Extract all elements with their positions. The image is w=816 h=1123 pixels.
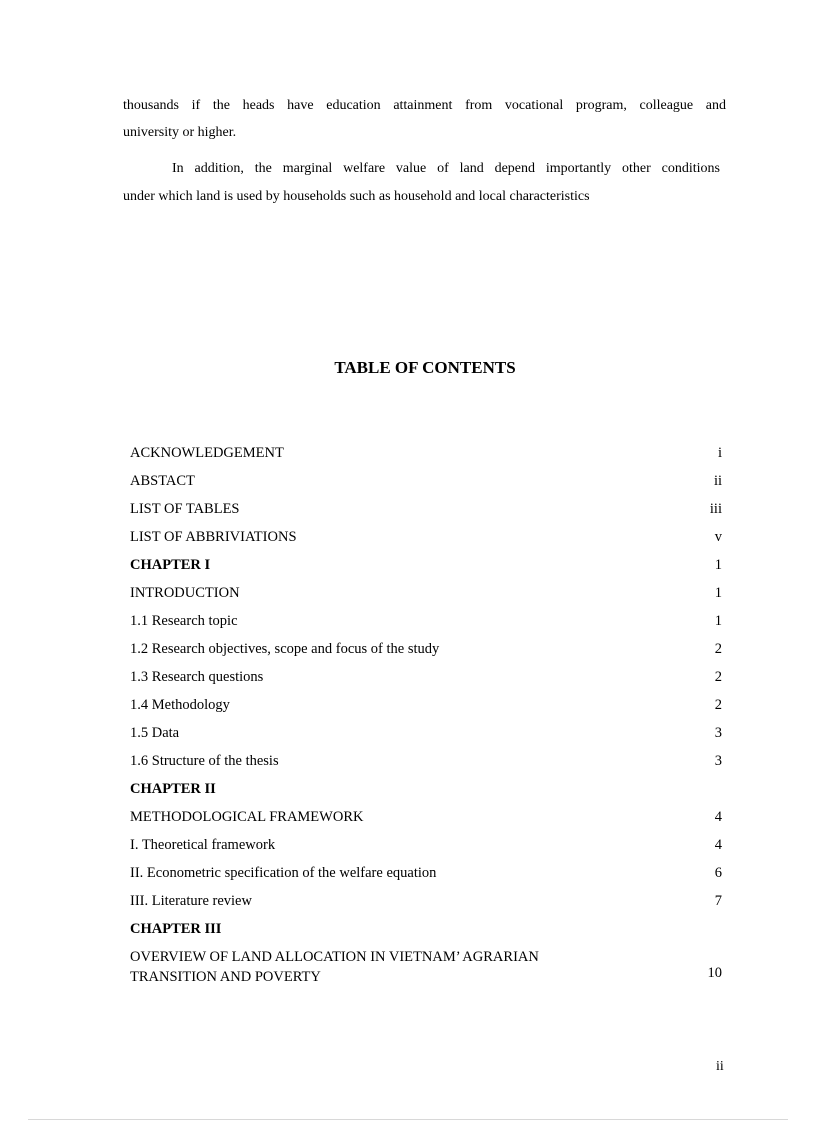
toc-entry-page: 4 [714,837,722,853]
toc-entry-page: 6 [714,865,722,881]
toc-entry-page: 1 [714,557,722,573]
toc-entry-label: CHAPTER III [130,921,222,937]
toc-entry [130,863,722,891]
toc-entry [130,807,722,835]
body-paragraph-2-line-2: under which land is used by households such as household and local characteristics [123,189,590,204]
toc-entry [130,695,722,723]
toc-entry-label: 1.5 Data [130,725,180,741]
toc-entry-label: 1.1 Research topic [130,613,238,629]
toc-entry [130,583,722,611]
toc-entry-label: CHAPTER II [130,781,216,797]
toc-entry-label: ACKNOWLEDGEMENT [130,445,284,461]
body-paragraph-1-line-2: university or higher. [123,125,237,140]
toc-entry [130,891,722,919]
body-paragraph-2-line-1: In addition, the marginal welfare value of land depend importantly other conditions [172,161,720,176]
toc-entry-label: III. Literature review [130,893,252,909]
toc-entry-label: ABSTACT [130,473,195,489]
toc-chapter-heading [130,555,722,583]
toc-entry [130,639,722,667]
toc-entry-label: II. Econometric specification of the welfare equation [130,865,437,881]
body-paragraph-1-line-1: thousands if the heads have education attainment from vocational program, colleague and [123,98,726,113]
toc-entry-page: 3 [714,725,722,741]
toc-entry-label: 1.3 Research questions [130,669,264,685]
toc-entry-page: 2 [714,669,722,685]
toc-chapter-heading [130,779,722,807]
toc-entry-page: 7 [714,893,722,909]
toc-entry-label: LIST OF TABLES [130,501,240,517]
toc-entry-label: 1.6 Structure of the thesis [130,753,279,769]
toc-entry [130,947,722,987]
toc-entry-page: 1 [714,613,722,629]
toc-entry-page: 2 [714,697,722,713]
toc-entry-label: 1.2 Research objectives, scope and focus of the study [130,641,440,657]
toc-heading: TABLE OF CONTENTS [334,358,516,377]
toc-entry [130,527,722,555]
page-bottom-edge [28,1119,788,1120]
toc-entry-page: 10 [707,965,722,981]
toc-entry [130,611,722,639]
toc-entry-label: LIST OF ABBRIVIATIONS [130,529,297,545]
page-number: ii [716,1059,724,1074]
toc-entry-label: I. Theoretical framework [130,837,276,853]
toc-entry-label: INTRODUCTION [130,585,240,601]
toc-entry-label: METHODOLOGICAL FRAMEWORK [130,809,364,825]
toc-entry [130,471,722,499]
toc-entry-label: CHAPTER I [130,557,211,573]
toc-entry [130,723,722,751]
toc-entry [130,751,722,779]
toc-entry-page: 2 [714,641,722,657]
toc-entry-page: i [717,445,722,461]
table-of-contents [130,443,722,987]
toc-entry [130,499,722,527]
toc-entry-page: 1 [714,585,722,601]
toc-entry-page: ii [713,473,722,489]
toc-entry-label: 1.4 Methodology [130,697,230,713]
toc-entry [130,667,722,695]
toc-entry-page: 3 [714,753,722,769]
toc-entry-label: OVERVIEW OF LAND ALLOCATION IN VIETNAM’ AGRARIAN TRANSITION AND POVERTY [130,949,539,985]
toc-entry-page: 4 [714,809,722,825]
toc-entry [130,835,722,863]
toc-chapter-heading [130,919,722,947]
toc-entry-page: iii [709,501,722,517]
toc-entry [130,443,722,471]
toc-entry-page: v [714,529,722,545]
